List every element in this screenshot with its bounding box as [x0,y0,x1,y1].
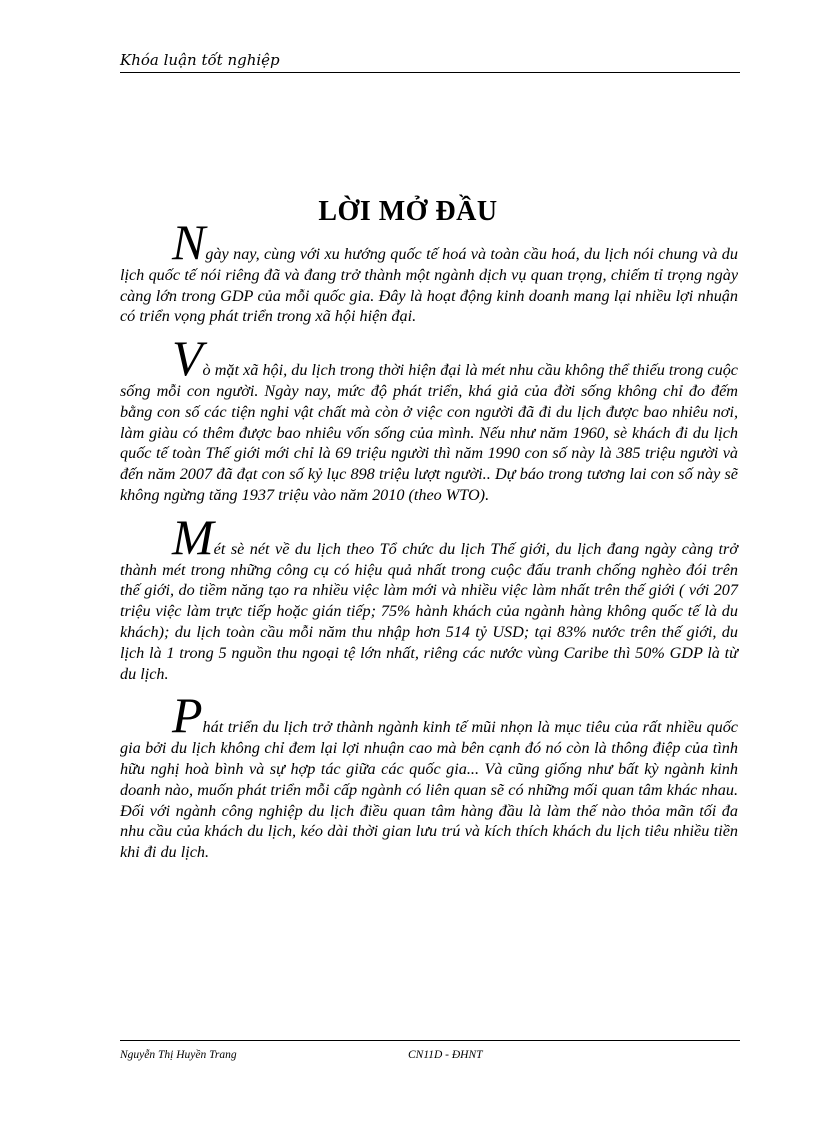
paragraph-3 [120,508,738,685]
paragraph-4 [120,687,738,863]
paragraph-text-4: hát triển du lịch trở thành ngành kinh tế mũi nhọn là mục tiêu của rất nhiều quốc gia bởi du lịch không chỉ đem lại lợi nhuận cao mà bên cạnh đó nó còn là thông điệp của tình hữu nghị hoà bình và sự hợp tác giữa các quốc gia... Và cũng giống như bất kỳ ngành kinh doanh nào, muốn phát triển mỗi cấp ngành có liên quan sẽ có những mối quan tâm khác nhau. Đối với ngành công nghiệp du lịch điều quan tâm hàng đầu là làm thế nào thỏa mãn tối đa nhu cầu của khách du lịch, kéo dài thời gian lưu trú và kích thích khách du lịch tiêu nhiều tiền khi đi du lịch. [120,718,738,862]
dropcap-3: M [172,508,214,565]
footer-author: Nguyễn Thị Huyền Trang [120,1049,237,1061]
page-header [120,50,740,73]
footer-class: CN11D - ĐHNT [408,1049,483,1061]
document-body [120,214,738,884]
paragraph-2 [120,330,738,506]
dropcap-4: P [172,687,203,744]
dropcap-1: N [172,214,206,270]
document-title: LỜI MỞ ĐẦU [318,196,498,227]
paragraph-text-2: ò mặt xã hội, du lịch trong thời hiện đại là mét nhu cầu không thể thiếu trong cuộc sống mỗi con người. Ngày nay, mức độ phát triển, khá giả của đời sống không chỉ đo đếm bằng con số các tiện nghi vật chất mà còn ở việc con người đã đi du lịch được bao nhiêu nơi, làm giàu có thêm được bao nhiêu vốn sống của mình. Nếu như năm 1960, sè khách đi du lịch quốc tế toàn Thế giới mới chỉ là 69 triệu người thì năm 1990 con số này là 385 triệu người và đến năm 2007 đã đạt con số kỷ lục 898 triệu lượt người.. Dự báo trong tương lai con số này sẽ không ngừng tăng 1937 triệu vào năm 2010 (theo WTO). [120,361,738,504]
paragraph-text-1: gày nay, cùng với xu hướng quốc tế hoá và toàn cầu hoá, du lịch nói chung và du lịch quốc tế nói riêng đã và đang trở thành một ngành dịch vụ quan trọng, chiếm tỉ trọng ngày càng lớn trong GDP của mỗi quốc gia. Đây là hoạt động kinh doanh mang lại nhiều lợi nhuận có triển vọng phát triển trong xã hội hiện đại. [120,245,738,326]
dropcap-2: V [172,330,203,387]
header-title: Khóa luận tốt nghiệp [120,51,280,69]
paragraph-text-3: ét sè nét về du lịch theo Tổ chức du lịch Thế giới, du lịch đang ngày càng trở thành mét trong những công cụ có hiệu quả nhất trong cuộc đấu tranh chống nghèo đói trên thế giới, do tiềm năng tạo ra nhiều việc làm mới và nhiều việc làm nhất trên thế giới ( với 207 triệu việc làm trực tiếp hoặc gián tiếp; 75% hành khách của ngành hàng không quốc tế là du khách); du lịch toàn cầu mỗi năm thu nhập hơn 514 tỷ USD; tại 83% nước trên thế giới, du lịch là 1 trong 5 nguồn thu ngoại tệ lớn nhất, riêng các nước vùng Caribe thì 50% GDP là từ du lịch. [120,539,738,683]
paragraph-1 [120,214,738,327]
page-footer [120,1040,740,1061]
